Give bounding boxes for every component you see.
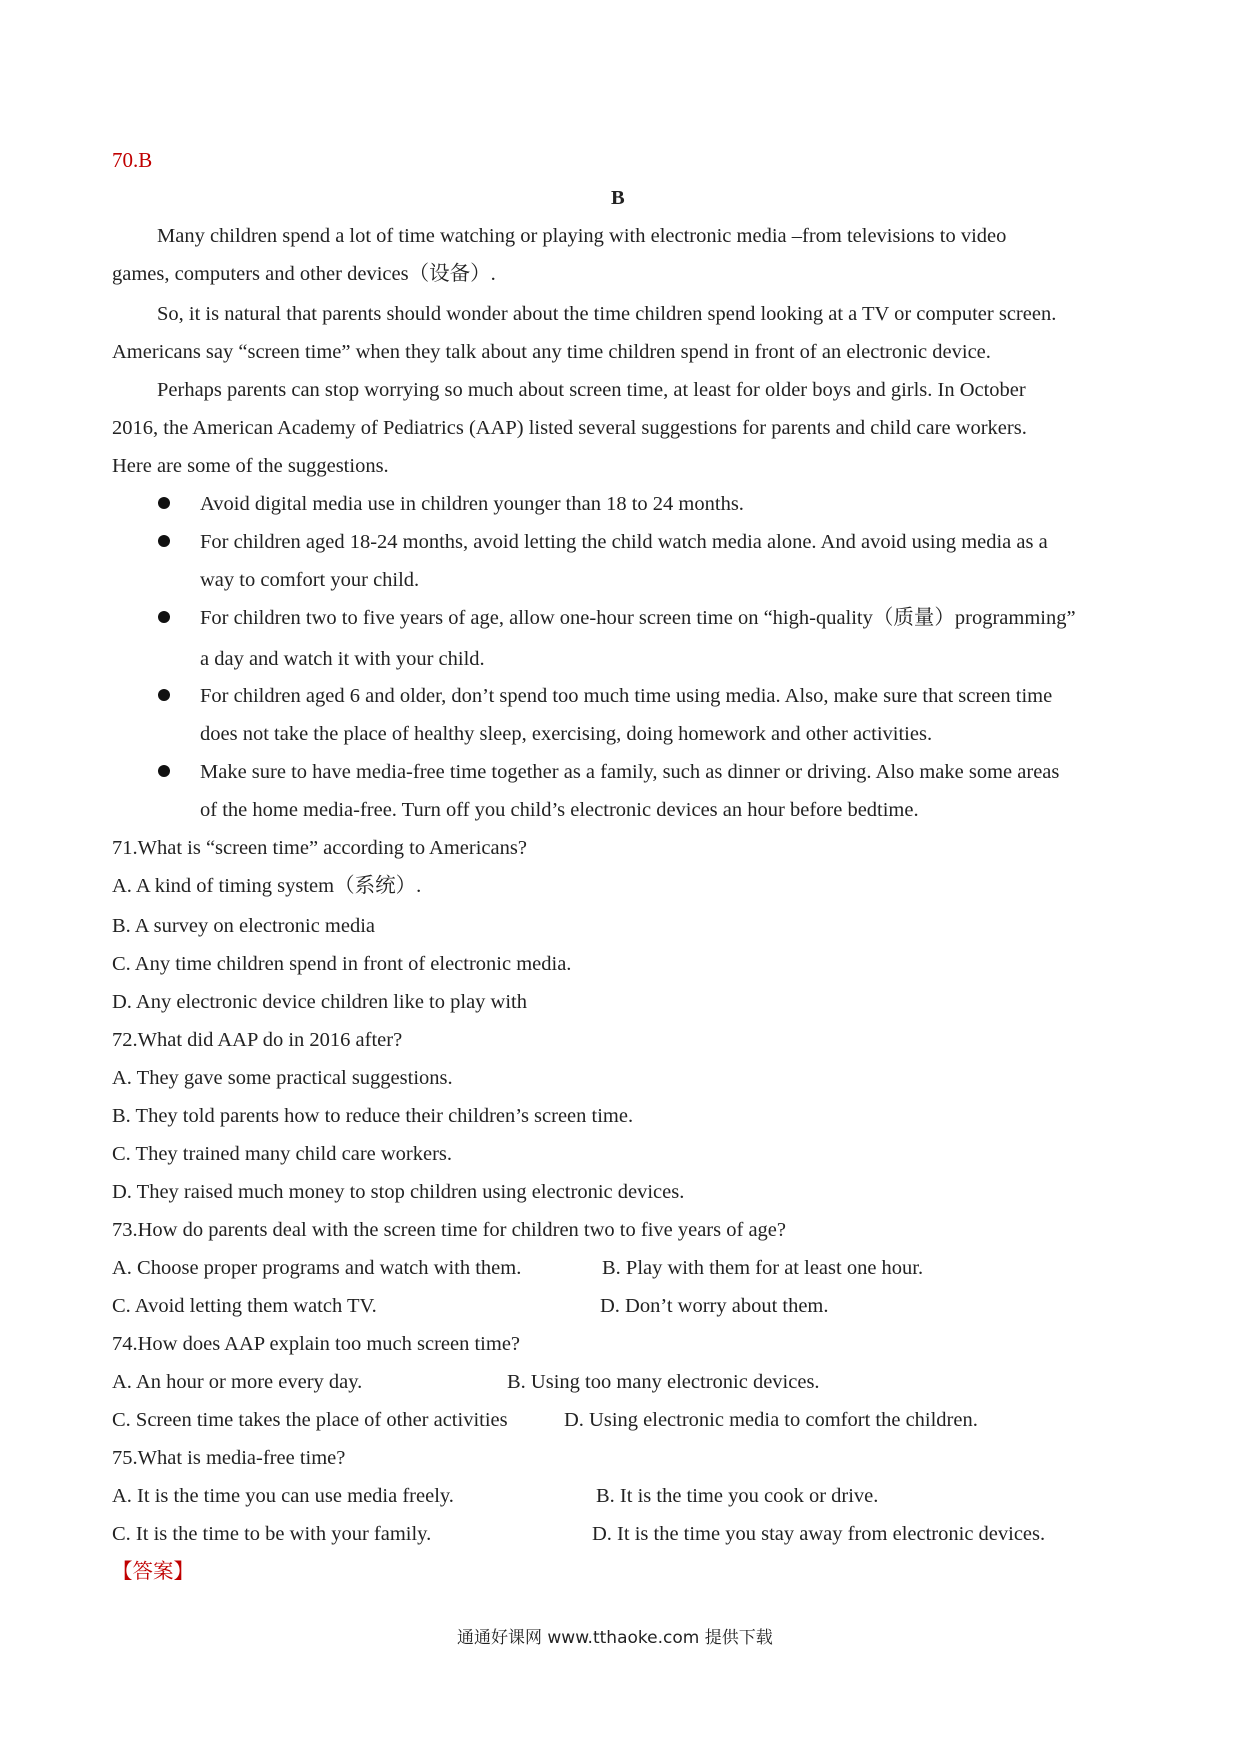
paragraph-1-line-1: Many children spend a lot of time watching or playing with electronic media –from televisions to video	[157, 225, 1007, 247]
bullet-3-line-1: For children two to five years of age, allow one-hour screen time on “high-quality（质量）programming”	[200, 607, 1076, 629]
q72-option-b: B. They told parents how to reduce their children’s screen time.	[112, 1105, 634, 1127]
q71-option-a: A. A kind of timing system（系统）.	[112, 875, 422, 897]
q72-option-c: C. They trained many child care workers.	[112, 1143, 453, 1165]
bullet-5-line-2: of the home media-free. Turn off you child’s electronic devices an hour before bedtime.	[200, 799, 919, 821]
bullet-4-line-1: For children aged 6 and older, don’t spend too much time using media. Also, make sure that screen time	[200, 685, 1053, 707]
question-75: 75.What is media-free time?	[112, 1447, 346, 1469]
bullet-1-line-1: Avoid digital media use in children younger than 18 to 24 months.	[200, 493, 744, 515]
question-71: 71.What is “screen time” according to Americans?	[112, 837, 527, 859]
q74-option-c: C. Screen time takes the place of other activities	[112, 1409, 508, 1431]
q73-option-a: A. Choose proper programs and watch with them.	[112, 1257, 522, 1279]
paragraph-1-line-2: games, computers and other devices（设备）.	[112, 263, 496, 285]
q75-option-b: B. It is the time you cook or drive.	[596, 1485, 879, 1507]
paragraph-3-line-2: 2016, the American Academy of Pediatrics (AAP) listed several suggestions for parents and child care workers.	[112, 417, 1027, 439]
bullet-5-line-1: Make sure to have media-free time together as a family, such as dinner or driving. Also make some areas	[200, 761, 1060, 783]
q73-option-b: B. Play with them for at least one hour.	[602, 1257, 924, 1279]
q71-option-d: D. Any electronic device children like to play with	[112, 991, 527, 1013]
q71-option-c: C. Any time children spend in front of electronic media.	[112, 953, 572, 975]
q74-option-a: A. An hour or more every day.	[112, 1371, 363, 1393]
paragraph-2-line-1: So, it is natural that parents should wonder about the time children spend looking at a TV or computer screen.	[157, 303, 1057, 325]
paragraph-3-line-1: Perhaps parents can stop worrying so much about screen time, at least for older boys and girls. In October	[157, 379, 1026, 401]
page-footer: 通通好课网 www.tthaoke.com 提供下载	[457, 1628, 773, 1648]
q71-option-b: B. A survey on electronic media	[112, 915, 376, 937]
bullet-dot	[158, 765, 170, 777]
passage-label: B	[611, 187, 625, 209]
q74-option-d: D. Using electronic media to comfort the children.	[564, 1409, 978, 1431]
bullet-dot	[158, 611, 170, 623]
q75-option-c: C. It is the time to be with your family.	[112, 1523, 432, 1545]
bullet-2-line-2: way to comfort your child.	[200, 569, 420, 591]
bullet-3-line-2: a day and watch it with your child.	[200, 648, 485, 670]
bullet-dot	[158, 689, 170, 701]
q75-option-d: D. It is the time you stay away from electronic devices.	[592, 1523, 1046, 1545]
question-73: 73.How do parents deal with the screen time for children two to five years of age?	[112, 1219, 786, 1241]
paragraph-2-line-2: Americans say “screen time” when they talk about any time children spend in front of an electronic device.	[112, 341, 991, 363]
bullet-4-line-2: does not take the place of healthy sleep, exercising, doing homework and other activities.	[200, 723, 933, 745]
q73-option-c: C. Avoid letting them watch TV.	[112, 1295, 377, 1317]
bullet-dot	[158, 497, 170, 509]
paragraph-3-line-3: Here are some of the suggestions.	[112, 455, 389, 477]
q74-option-b: B. Using too many electronic devices.	[507, 1371, 820, 1393]
answer-label: 【答案】	[112, 1561, 194, 1583]
question-number: 70.B	[112, 148, 153, 172]
q73-option-d: D. Don’t worry about them.	[600, 1295, 829, 1317]
question-72: 72.What did AAP do in 2016 after?	[112, 1029, 403, 1051]
bullet-dot	[158, 535, 170, 547]
question-74: 74.How does AAP explain too much screen time?	[112, 1333, 521, 1355]
q72-option-a: A. They gave some practical suggestions.	[112, 1067, 453, 1089]
bullet-2-line-1: For children aged 18-24 months, avoid letting the child watch media alone. And avoid using media as a	[200, 531, 1048, 553]
q75-option-a: A. It is the time you can use media freely.	[112, 1485, 454, 1507]
q72-option-d: D. They raised much money to stop children using electronic devices.	[112, 1181, 685, 1203]
